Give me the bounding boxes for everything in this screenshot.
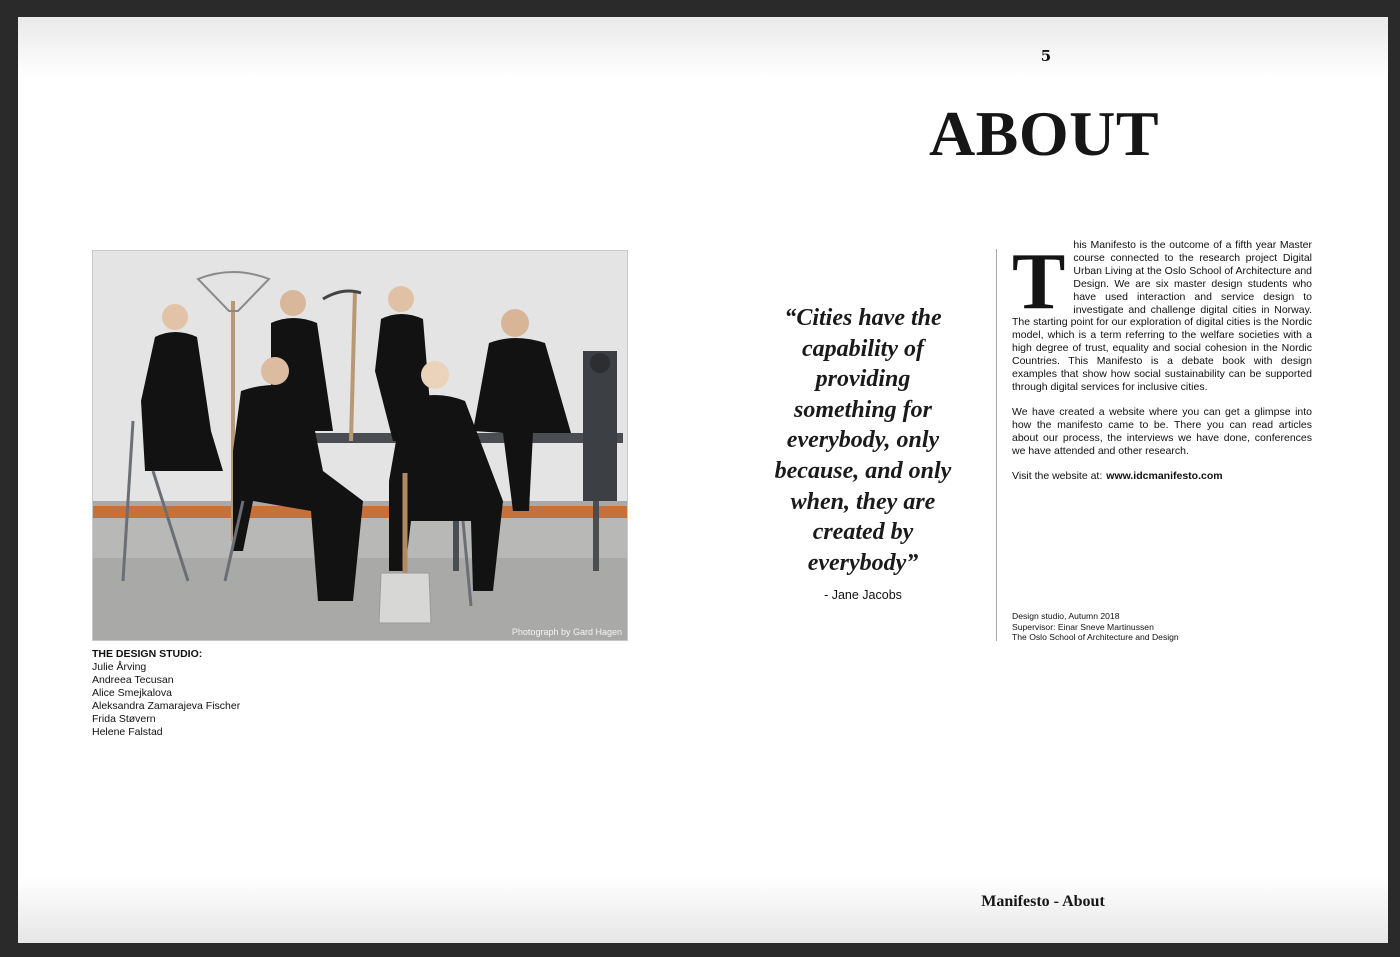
magazine-spread xyxy=(18,17,1388,943)
about-paragraph-1 xyxy=(1012,239,1312,394)
team-photo-image xyxy=(93,251,627,640)
team-member: Frida Støvern xyxy=(92,713,156,725)
about-paragraph-1-text: his Manifesto is the outcome of a fifth year Master course connected to the research project Digital Urban Living at the Oslo School of Architecture and Design. We are six master design students who have used interaction and service design to investigate and challenge digital cities in Norway. The starting point for our exploration of digital cities is the Nordic model, which is a term referring to the welfare societies with a high degree of trust, equality and social cohesion in the Nordic Countries. This Manifesto is a debate book with design examples that show how social sustainability can be supported through digital services for inclusive cities. xyxy=(1012,239,1312,393)
credits-line: Supervisor: Einar Sneve Martinussen xyxy=(1012,621,1154,632)
page-footer: Manifesto - About xyxy=(981,893,1105,910)
website-link[interactable]: www.idcmanifesto.com xyxy=(1106,469,1223,482)
credits-line: Design studio, Autumn 2018 xyxy=(1012,611,1120,621)
website-label: Visit the website at: xyxy=(1012,469,1103,482)
team-list xyxy=(92,648,240,739)
team-member: Andreea Tecusan xyxy=(92,674,174,686)
page-number: 5 xyxy=(1040,47,1052,65)
about-paragraph-2: We have created a website where you can get a glimpse into how the manifesto came to be. There you can read articles about our process, the interviews we have done, conferences we have attended and other research. xyxy=(1012,405,1312,457)
team-heading: THE DESIGN STUDIO: xyxy=(92,648,203,660)
photo-credit: Photograph by Gard Hagen xyxy=(511,627,622,637)
credits-line: The Oslo School of Architecture and Design xyxy=(1012,632,1179,643)
team-member: Aleksandra Zamarajeva Fischer xyxy=(92,700,241,712)
website-line xyxy=(1012,470,1312,483)
about-body xyxy=(1012,239,1312,494)
drop-cap: T xyxy=(1012,238,1066,326)
team-member: Alice Smejkalova xyxy=(92,687,172,699)
team-member: Helene Falstad xyxy=(92,726,163,738)
team-photo xyxy=(92,250,628,641)
pull-quote: “Cities have the capability of providing something for everybody, only because, and only when, they are created by everybody” xyxy=(774,305,952,576)
team-member: Julie Årving xyxy=(92,661,147,673)
page-title: ABOUT xyxy=(928,98,1160,169)
column-divider xyxy=(996,249,997,641)
quote-author: - Jane Jacobs xyxy=(824,588,902,602)
studio-credits xyxy=(1012,611,1179,643)
